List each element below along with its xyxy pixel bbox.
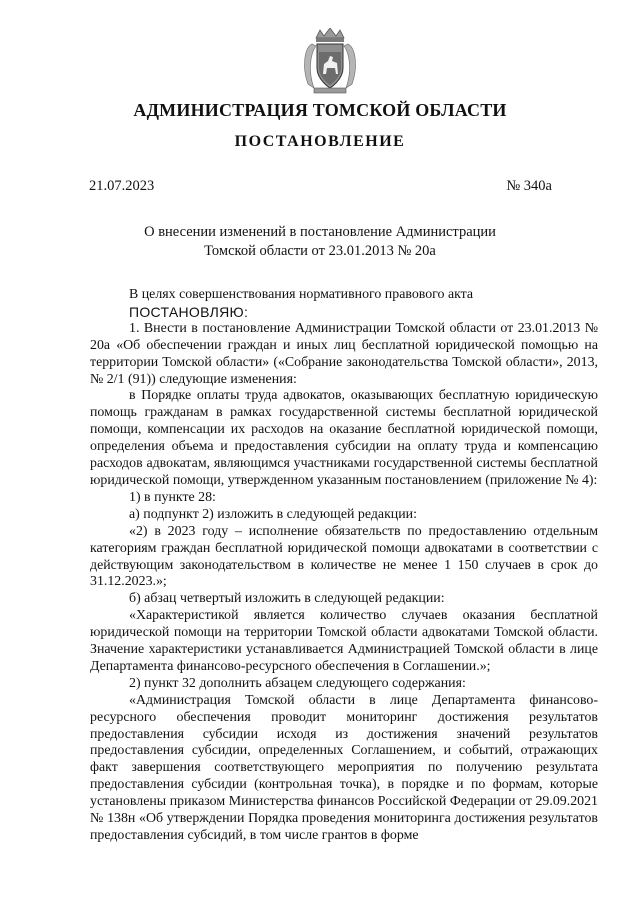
paragraph: «Характеристикой является количество случаев оказания бесплатной юридической помощи на территории Томской области адвокатами Томской области. Значение характеристики устанавливается Администрацией Томской области в лице Департамента финансово-ресурсного обеспечения в Соглашении.»; [90,608,598,674]
paragraph: 1) в пункте 28: [129,489,216,505]
document-body [90,287,598,845]
paragraph: 2) пункт 32 дополнить абзацем следующего содержания: [129,675,466,691]
subject-line: Томской области от 23.01.2013 № 20а [204,243,436,259]
paragraph: 1. Внести в постановление Администрации Томской области от 23.01.2013 № 20а «Об обеспечении граждан и иных лиц бесплатной юридической помощью на территории Томской области» («Собрание законодательства Томской области», 2013, № 2/1 (91)) следующие изменения: [90,320,598,387]
paragraph: а) подпункт 2) изложить в следующей редакции: [129,506,417,522]
coat-of-arms-icon [300,28,360,96]
paragraph: б) абзац четвертый изложить в следующей редакции: [129,591,445,607]
paragraph: в Порядке оплаты труда адвокатов, оказывающих бесплатную юридическую помощь гражданам в рамках государственной системы бесплатной юридической помощи, компенсации их расходов на оказание бесплатной юридической помощи, определения объема и предоставления субсидии на оплату труда и компенсацию расходов адвокатам, являющимся участниками государственной системы бесплатной юридической помощи, утвержденном указанным постановлением (приложение № 4): [90,388,598,488]
organization-title: АДМИНИСТРАЦИЯ ТОМСКОЙ ОБЛАСТИ [133,100,507,120]
resolve-heading: ПОСТАНОВЛЯЮ: [129,303,249,320]
preamble: В целях совершенствования нормативного правового акта [129,287,474,302]
subject-line: О внесении изменений в постановление Администрации [144,224,496,240]
document-date: 21.07.2023 [89,178,155,194]
document-subject [90,223,550,261]
paragraph: «2) в 2023 году – исполнение обязательств по предоставлению отдельным категориям граждан бесплатной юридической помощи адвокатами в соответствии с действующим законодательством в количестве не менее 1 150 случаев в срок до 31.12.2023.»; [90,523,598,590]
document-type: ПОСТАНОВЛЕНИЕ [234,133,406,150]
document-number: № 340а [506,178,552,194]
paragraph: «Администрация Томской области в лице Департамента финансово-ресурсного обеспечения проводит мониторинг достижения результатов предоставления субсидии исходя из достижения значений результатов предоставления субсидии, определенных Соглашением, и событий, отражающих факт завершения соответствующего мероприятия по получению результата предоставления субсидии (контрольная точка), в порядке и по формам, которые установлены приказом Министерства финансов Российской Федерации от 29.09.2021 № 138н «Об утверждении Порядка проведения мониторинга достижения результатов предоставления субсидий, в том числе грантов в форме [90,692,598,843]
